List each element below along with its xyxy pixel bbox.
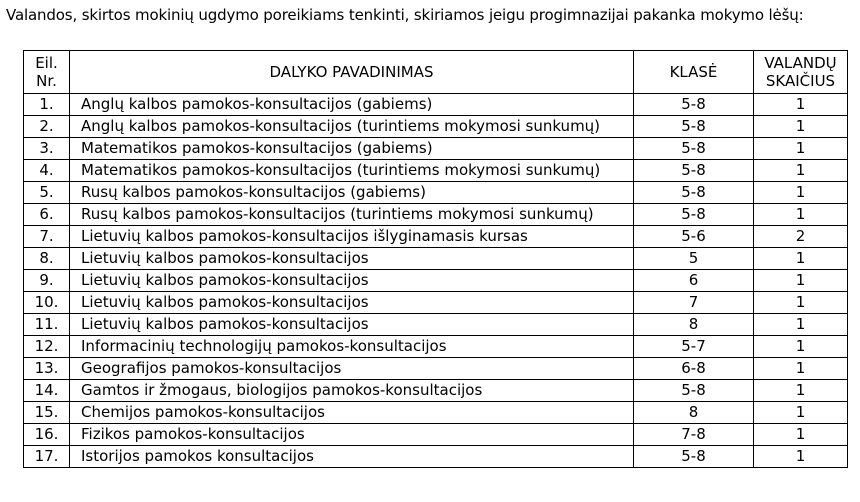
grade-cell: 5-8: [634, 204, 754, 226]
hours-table: [23, 50, 848, 468]
subject-name-cell: Lietuvių kalbos pamokos-konsultacijos: [70, 248, 634, 270]
subject-name-cell: Lietuvių kalbos pamokos-konsultacijos: [70, 314, 634, 336]
grade-cell: 5-8: [634, 138, 754, 160]
grade-cell: 5-8: [634, 446, 754, 468]
table-row: [24, 358, 848, 380]
row-number-cell: 17.: [24, 446, 70, 468]
hours-cell: 1: [754, 182, 848, 204]
subject-name-cell: Matematikos pamokos-konsultacijos (turintiems mokymosi sunkumų): [70, 160, 634, 182]
header-grade: KLASĖ: [634, 51, 754, 94]
row-number-cell: 5.: [24, 182, 70, 204]
subject-name-cell: Geografijos pamokos-konsultacijos: [70, 358, 634, 380]
row-number-cell: 7.: [24, 226, 70, 248]
hours-cell: 1: [754, 116, 848, 138]
subject-name-cell: Rusų kalbos pamokos-konsultacijos (gabiems): [70, 182, 634, 204]
row-number-cell: 8.: [24, 248, 70, 270]
grade-cell: 8: [634, 402, 754, 424]
row-number-cell: 3.: [24, 138, 70, 160]
table-row: [24, 446, 848, 468]
hours-cell: 1: [754, 270, 848, 292]
subject-name-cell: Anglų kalbos pamokos-konsultacijos (gabiems): [70, 94, 634, 116]
grade-cell: 5-8: [634, 182, 754, 204]
row-number-cell: 1.: [24, 94, 70, 116]
hours-cell: 1: [754, 204, 848, 226]
hours-cell: 1: [754, 402, 848, 424]
row-number-cell: 10.: [24, 292, 70, 314]
hours-cell: 1: [754, 160, 848, 182]
grade-cell: 5-8: [634, 94, 754, 116]
row-number-cell: 14.: [24, 380, 70, 402]
subject-name-cell: Anglų kalbos pamokos-konsultacijos (turintiems mokymosi sunkumų): [70, 116, 634, 138]
hours-cell: 1: [754, 424, 848, 446]
hours-cell: 1: [754, 94, 848, 116]
table-row: [24, 248, 848, 270]
grade-cell: 5: [634, 248, 754, 270]
grade-cell: 7-8: [634, 424, 754, 446]
grade-cell: 5-8: [634, 160, 754, 182]
row-number-cell: 15.: [24, 402, 70, 424]
subject-name-cell: Rusų kalbos pamokos-konsultacijos (turintiems mokymosi sunkumų): [70, 204, 634, 226]
row-number-cell: 2.: [24, 116, 70, 138]
header-hours: [754, 51, 848, 94]
intro-paragraph: Valandos, skirtos mokinių ugdymo poreikiams tenkinti, skiriamos jeigu progimnazijai pakanka mokymo lėšų:: [6, 6, 804, 24]
row-number-cell: 12.: [24, 336, 70, 358]
subject-name-cell: Lietuvių kalbos pamokos-konsultacijos išlyginamasis kursas: [70, 226, 634, 248]
table-row: [24, 424, 848, 446]
row-number-cell: 9.: [24, 270, 70, 292]
hours-cell: 1: [754, 446, 848, 468]
table-row: [24, 160, 848, 182]
table-row: [24, 380, 848, 402]
table-row: [24, 138, 848, 160]
subject-name-cell: Lietuvių kalbos pamokos-konsultacijos: [70, 292, 634, 314]
row-number-cell: 16.: [24, 424, 70, 446]
table-row: [24, 182, 848, 204]
table-row: [24, 94, 848, 116]
hours-cell: 2: [754, 226, 848, 248]
header-hours-line2: SKAIČIUS: [765, 72, 836, 90]
grade-cell: 5-6: [634, 226, 754, 248]
hours-cell: 1: [754, 336, 848, 358]
table-row: [24, 314, 848, 336]
hours-cell: 1: [754, 138, 848, 160]
grade-cell: 5-8: [634, 116, 754, 138]
grade-cell: 5-8: [634, 380, 754, 402]
table-row: [24, 402, 848, 424]
header-row: [24, 51, 848, 94]
subject-name-cell: Lietuvių kalbos pamokos-konsultacijos: [70, 270, 634, 292]
header-number-line2: Nr.: [36, 72, 57, 90]
header-number: [24, 51, 70, 94]
grade-cell: 6: [634, 270, 754, 292]
subject-name-cell: Matematikos pamokos-konsultacijos (gabiems): [70, 138, 634, 160]
hours-cell: 1: [754, 248, 848, 270]
subject-name-cell: Fizikos pamokos-konsultacijos: [70, 424, 634, 446]
grade-cell: 6-8: [634, 358, 754, 380]
table-row: [24, 226, 848, 248]
table-row: [24, 270, 848, 292]
header-subject: DALYKO PAVADINIMAS: [70, 51, 634, 94]
row-number-cell: 4.: [24, 160, 70, 182]
grade-cell: 5-7: [634, 336, 754, 358]
table-header: [24, 51, 848, 94]
hours-cell: 1: [754, 292, 848, 314]
table-row: [24, 116, 848, 138]
subject-name-cell: Chemijos pamokos-konsultacijos: [70, 402, 634, 424]
subject-name-cell: Gamtos ir žmogaus, biologijos pamokos-konsultacijos: [70, 380, 634, 402]
table-row: [24, 292, 848, 314]
grade-cell: 8: [634, 314, 754, 336]
hours-cell: 1: [754, 358, 848, 380]
subject-name-cell: Istorijos pamokos konsultacijos: [70, 446, 634, 468]
row-number-cell: 6.: [24, 204, 70, 226]
row-number-cell: 11.: [24, 314, 70, 336]
row-number-cell: 13.: [24, 358, 70, 380]
table-row: [24, 204, 848, 226]
hours-cell: 1: [754, 380, 848, 402]
hours-cell: 1: [754, 314, 848, 336]
header-number-line1: Eil.: [35, 54, 58, 72]
subject-name-cell: Informacinių technologijų pamokos-konsultacijos: [70, 336, 634, 358]
grade-cell: 7: [634, 292, 754, 314]
table-body: [24, 94, 848, 468]
table-row: [24, 336, 848, 358]
header-hours-line1: VALANDŲ: [764, 54, 837, 72]
